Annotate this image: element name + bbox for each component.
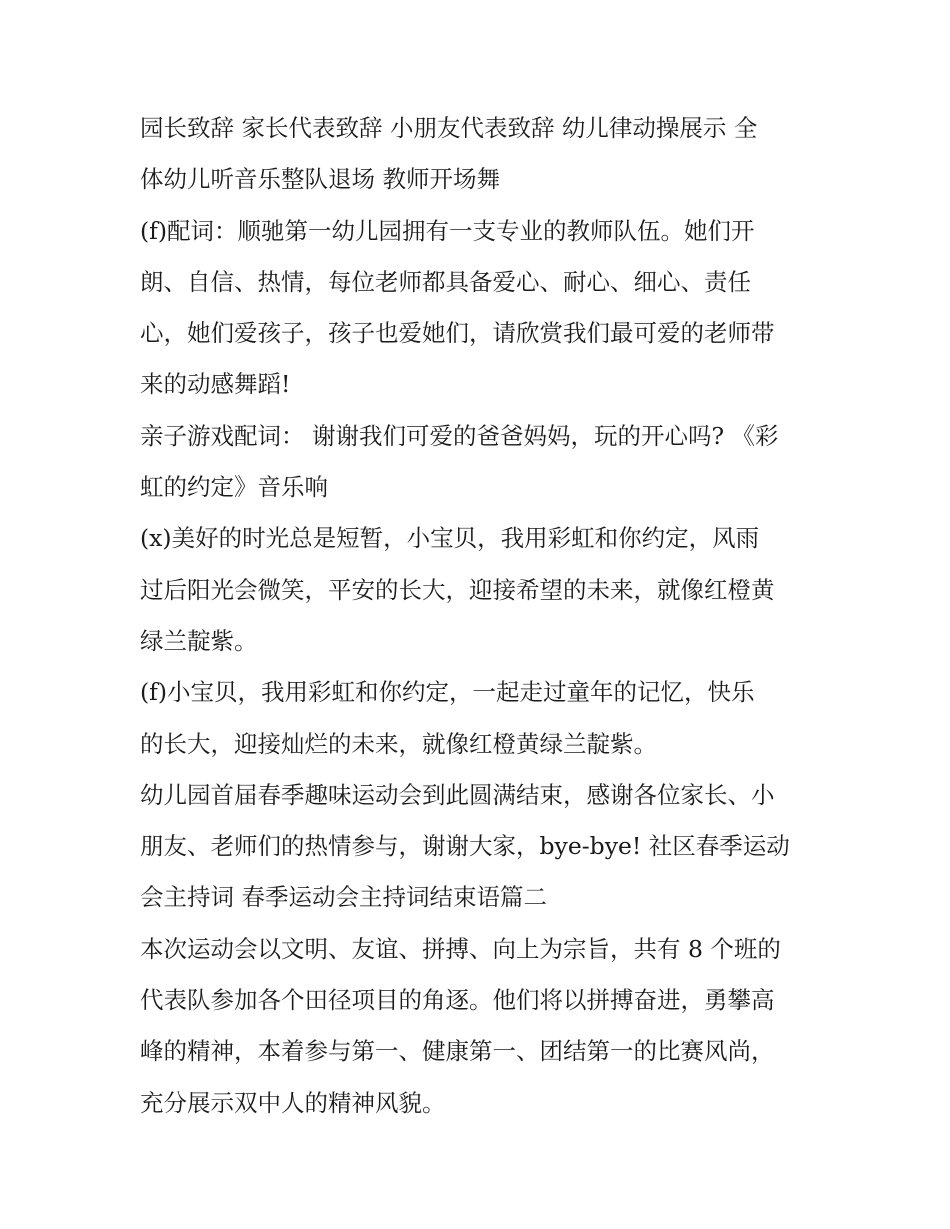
text-line: 的长大，迎接灿烂的未来，就像红橙黄绿兰靛紫。	[140, 729, 657, 758]
text-line: 峰的精神，本着参与第一、健康第一、团结第一的比赛风尚，	[140, 1037, 775, 1066]
text-line: (x)美好的时光总是短暂，小宝贝，我用彩虹和你约定，风雨	[140, 524, 760, 553]
text-line: 亲子游戏配词： 谢谢我们可爱的爸爸妈妈，玩的开心吗? 《彩	[140, 421, 779, 450]
text-line: (f)小宝贝，我用彩虹和你约定，一起走过童年的记忆，快乐	[140, 678, 755, 707]
text-line: (f)配词：顺驰第一幼儿园拥有一支专业的教师队伍。她们开	[140, 216, 755, 245]
text-line: 朗、自信、热情，每位老师都具备爱心、耐心、细心、责任	[140, 267, 751, 296]
text-line: 会主持词 春季运动会主持词结束语篇二	[140, 883, 547, 912]
text-line: 绿兰靛紫。	[140, 626, 258, 655]
text-line: 体幼儿听音乐整队退场 教师开场舞	[140, 165, 500, 194]
text-line: 来的动感舞蹈!	[140, 370, 291, 399]
text-line: 虹的约定》音乐响	[140, 473, 328, 502]
text-line: 园长致辞 家长代表致辞 小朋友代表致辞 幼儿律动操展示 全	[140, 114, 758, 142]
document-body	[140, 103, 820, 1129]
text-line: 本次运动会以文明、友谊、拼搏、向上为宗旨，共有 8 个班的	[140, 934, 781, 963]
text-line: 朋友、老师们的热情参与，谢谢大家，bye-bye! 社区春季运动	[140, 832, 790, 861]
text-line: 代表队参加各个田径项目的角逐。他们将以拼搏奋进，勇攀高	[140, 986, 775, 1015]
text-line: 过后阳光会微笑，平安的长大，迎接希望的未来，就像红橙黄	[140, 575, 775, 604]
text-line: 幼儿园首届春季趣味运动会到此圆满结束，感谢各位家长、小	[140, 780, 775, 809]
text-line: 充分展示双中人的精神风貌。	[140, 1088, 446, 1117]
text-line: 心，她们爱孩子，孩子也爱她们，请欣赏我们最可爱的老师带	[140, 319, 775, 348]
